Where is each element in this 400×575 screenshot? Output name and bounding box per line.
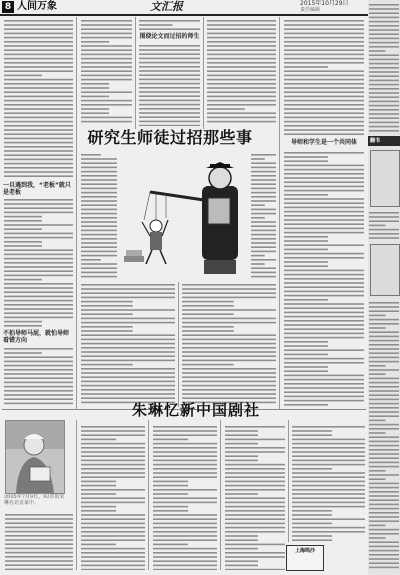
body-text-block — [138, 43, 201, 126]
text-texture — [80, 18, 133, 126]
newspaper-masthead: 文汇报 — [150, 0, 183, 13]
text-texture — [138, 43, 201, 126]
section-title: 人间万象 — [17, 1, 57, 12]
body-text-block — [80, 424, 146, 570]
text-texture — [3, 197, 74, 327]
text-texture — [368, 2, 400, 132]
strip-text-block — [368, 2, 400, 132]
body-text-block — [250, 152, 277, 278]
column-rule — [148, 420, 149, 570]
text-texture — [80, 152, 118, 278]
main-headline: 研究生师徒过招那些事 — [87, 128, 253, 147]
strip-text-block — [368, 300, 400, 570]
text-texture — [250, 152, 277, 278]
strip-image-box — [370, 150, 400, 207]
text-texture — [4, 512, 74, 570]
photo-caption: 2005年7月9日，92岁的朱琳在北京家中。 — [4, 494, 65, 506]
body-text-block — [181, 282, 277, 406]
editor-line: 责任编辑 — [300, 7, 321, 13]
text-texture — [206, 18, 277, 126]
page-header — [0, 0, 368, 16]
text-texture — [291, 424, 366, 542]
cartoon-illustration — [120, 160, 248, 278]
body-text-block — [152, 424, 218, 570]
column-rule — [279, 17, 280, 409]
body-text-block — [291, 424, 366, 542]
text-texture — [3, 18, 74, 178]
subhead-left-2: 不拍导师马屁，就怕导师看错方向 — [3, 330, 70, 344]
body-text-block — [3, 197, 74, 327]
body-text-block — [80, 152, 118, 278]
text-texture — [368, 300, 400, 570]
text-texture — [152, 424, 218, 570]
body-text-block — [138, 18, 201, 31]
publisher-seal — [286, 545, 324, 571]
adjacent-page-strip — [368, 0, 400, 575]
text-texture — [138, 18, 201, 31]
text-texture — [181, 282, 277, 406]
column-rule — [76, 420, 77, 570]
body-text-block — [283, 150, 365, 406]
body-text-block — [224, 424, 286, 570]
body-text-block — [3, 18, 74, 178]
body-text-block — [80, 282, 176, 406]
column-rule — [203, 17, 204, 129]
column-rule — [288, 420, 289, 542]
body-text-block — [283, 18, 365, 136]
subhead-left-1: 一旦遇到我，“老板”就只是老板 — [3, 182, 71, 196]
text-texture — [368, 210, 400, 240]
body-text-block — [80, 18, 133, 126]
body-text-block — [4, 512, 74, 570]
strip-ad-title: 翻书 — [370, 138, 381, 144]
text-texture — [283, 150, 365, 406]
column-rule — [135, 17, 136, 129]
feature-headline: 朱琳忆新中国剧社 — [131, 401, 260, 419]
body-text-block — [3, 346, 74, 406]
portrait-photo — [5, 420, 65, 494]
strip-image-box — [370, 244, 400, 296]
text-texture — [80, 424, 146, 570]
strip-text-block — [368, 210, 400, 240]
seal-text: 上海鸣沙 — [294, 548, 315, 554]
text-texture — [3, 346, 74, 406]
text-texture — [283, 18, 365, 136]
subhead-top: 围绕论文而过招的师生 — [139, 33, 200, 40]
column-rule — [220, 420, 221, 570]
issue-date: 2015年10月29日 — [300, 0, 349, 7]
text-texture — [80, 282, 176, 406]
subhead-right: 导师和学生是一个共同体 — [290, 139, 357, 146]
body-text-block — [206, 18, 277, 126]
column-rule — [76, 17, 77, 409]
page-number: 8 — [2, 1, 14, 13]
text-texture — [224, 424, 286, 570]
column-rule — [178, 282, 179, 407]
